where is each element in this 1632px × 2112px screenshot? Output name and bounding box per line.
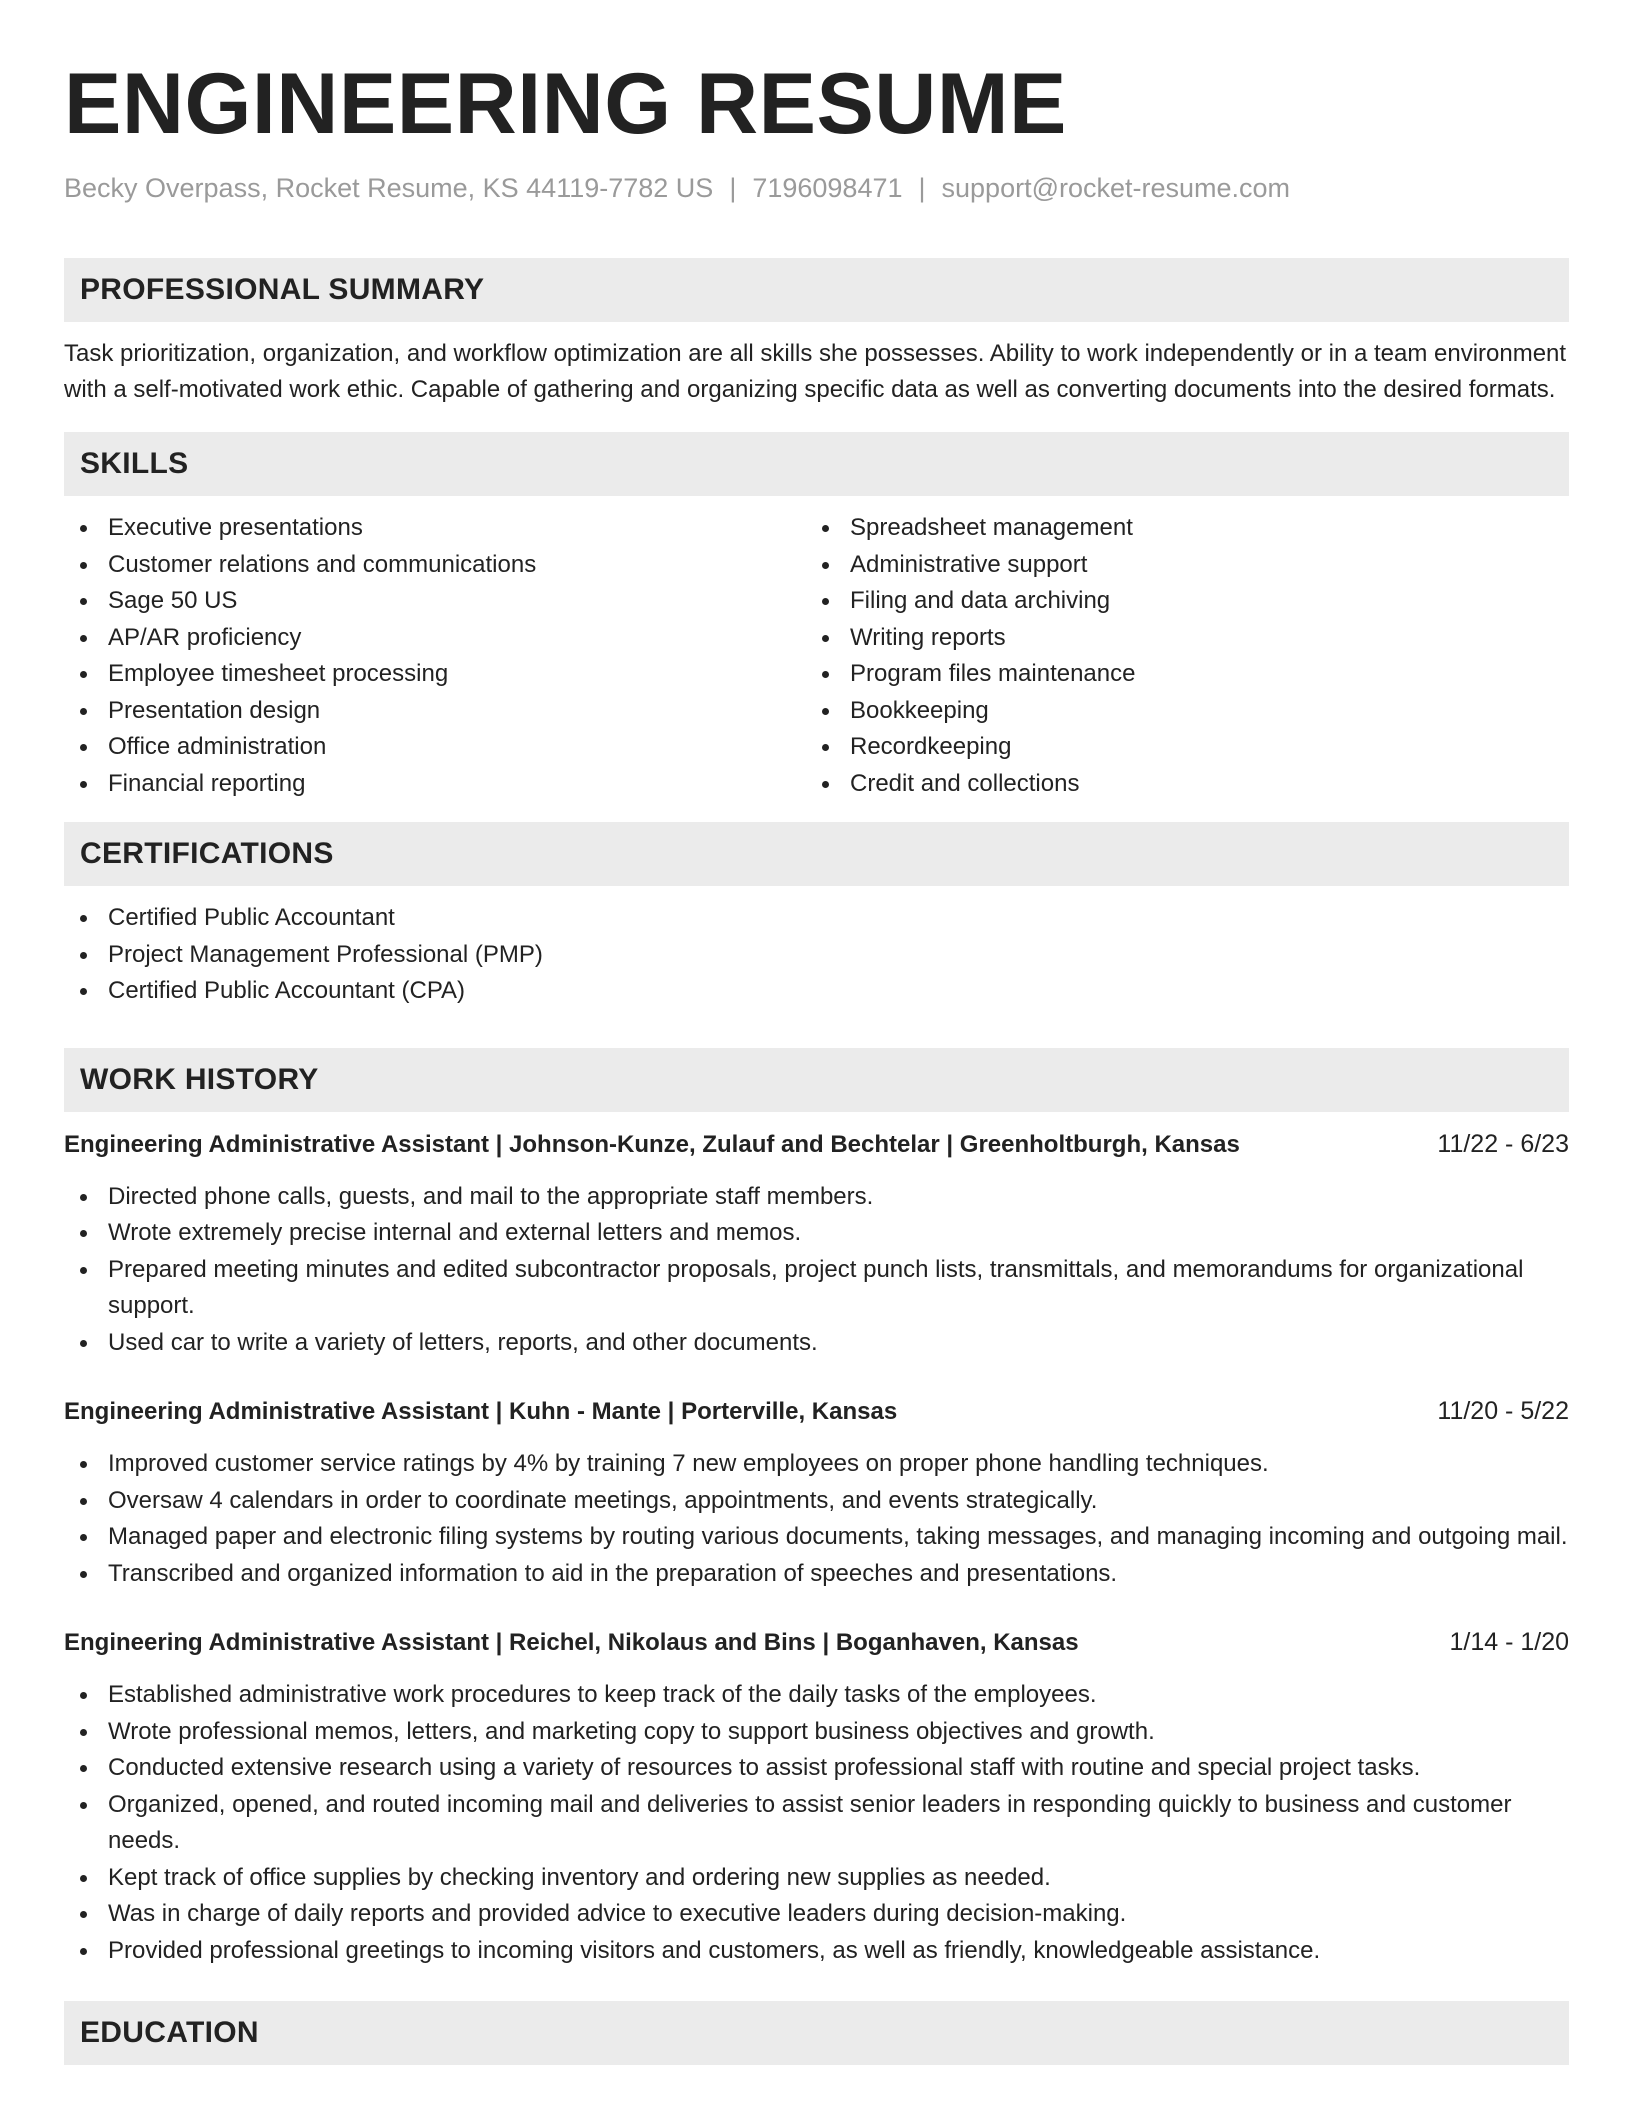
section-header-summary: PROFESSIONAL SUMMARY <box>64 258 1569 322</box>
list-item: Project Management Professional (PMP) <box>64 937 1569 974</box>
job-entry <box>64 1624 1569 1969</box>
list-item: Presentation design <box>64 693 806 730</box>
contact-separator: | <box>918 173 926 203</box>
list-item: Kept track of office supplies by checking inventory and ordering new supplies as needed. <box>64 1860 1569 1897</box>
list-item: AP/AR proficiency <box>64 620 806 657</box>
job-bullets <box>64 1677 1569 1969</box>
job-title: Engineering Administrative Assistant | Kuhn - Mante | Porterville, Kansas <box>64 1398 898 1425</box>
resume-title: ENGINEERING RESUME <box>64 56 1067 152</box>
list-item: Office administration <box>64 729 806 766</box>
contact-line <box>64 170 1569 206</box>
list-item: Bookkeeping <box>806 693 1548 730</box>
contact-address: Becky Overpass, Rocket Resume, KS 44119-7782 US <box>64 173 714 203</box>
list-item: Certified Public Accountant <box>64 900 1569 937</box>
list-item: Directed phone calls, guests, and mail to the appropriate staff members. <box>64 1179 1569 1216</box>
job-header <box>64 1126 1569 1163</box>
list-item: Administrative support <box>806 547 1548 584</box>
list-item: Wrote extremely precise internal and external letters and memos. <box>64 1215 1569 1252</box>
job-bullets <box>64 1179 1569 1362</box>
list-item: Spreadsheet management <box>806 510 1548 547</box>
list-item: Was in charge of daily reports and provided advice to executive leaders during decision-making. <box>64 1896 1569 1933</box>
list-item: Managed paper and electronic filing systems by routing various documents, taking messages, and managing incoming and outgoing mail. <box>64 1519 1569 1556</box>
section-header-skills: SKILLS <box>64 432 1569 496</box>
list-item: Executive presentations <box>64 510 806 547</box>
contact-email: support@rocket-resume.com <box>941 173 1291 203</box>
contact-separator: | <box>729 173 737 203</box>
contact-phone: 7196098471 <box>752 173 903 203</box>
list-item: Filing and data archiving <box>806 583 1548 620</box>
list-item: Customer relations and communications <box>64 547 806 584</box>
list-item: Recordkeeping <box>806 729 1548 766</box>
job-entry <box>64 1126 1569 1362</box>
list-item: Wrote professional memos, letters, and marketing copy to support business objectives and growth. <box>64 1714 1569 1751</box>
section-header-certifications: CERTIFICATIONS <box>64 822 1569 886</box>
list-item: Organized, opened, and routed incoming mail and deliveries to assist senior leaders in responding quickly to business and customer needs. <box>64 1787 1569 1860</box>
job-title: Engineering Administrative Assistant | Johnson-Kunze, Zulauf and Bechtelar | Greenholtburgh, Kansas <box>64 1130 1240 1158</box>
job-title: Engineering Administrative Assistant | Reichel, Nikolaus and Bins | Boganhaven, Kansas <box>64 1629 1079 1656</box>
job-entry <box>64 1393 1569 1592</box>
list-item: Employee timesheet processing <box>64 656 806 693</box>
list-item: Program files maintenance <box>806 656 1548 693</box>
skills-list-right <box>806 510 1548 802</box>
job-dates: 11/22 - 6/23 <box>1437 1129 1569 1158</box>
list-item: Prepared meeting minutes and edited subcontractor proposals, project punch lists, transmittals, and memorandums for organizational support. <box>64 1252 1569 1325</box>
job-dates: 11/20 - 5/22 <box>1437 1397 1569 1425</box>
list-item: Oversaw 4 calendars in order to coordinate meetings, appointments, and events strategically. <box>64 1483 1569 1520</box>
resume-page <box>64 0 1569 2065</box>
list-item: Credit and collections <box>806 766 1548 803</box>
certifications-list <box>64 900 1569 1010</box>
skills-list-left <box>64 510 806 802</box>
list-item: Writing reports <box>806 620 1548 657</box>
job-dates: 1/14 - 1/20 <box>1449 1628 1569 1656</box>
list-item: Provided professional greetings to incoming visitors and customers, as well as friendly, knowledgeable assistance. <box>64 1933 1569 1970</box>
section-header-education: EDUCATION <box>64 2001 1569 2065</box>
list-item: Used car to write a variety of letters, reports, and other documents. <box>64 1325 1569 1362</box>
list-item: Established administrative work procedures to keep track of the daily tasks of the employees. <box>64 1677 1569 1714</box>
list-item: Improved customer service ratings by 4% by training 7 new employees on proper phone handling techniques. <box>64 1446 1569 1483</box>
list-item: Certified Public Accountant (CPA) <box>64 973 1569 1010</box>
job-header <box>64 1624 1569 1661</box>
list-item: Transcribed and organized information to aid in the preparation of speeches and presentations. <box>64 1556 1569 1593</box>
skills-columns <box>64 510 1569 802</box>
list-item: Sage 50 US <box>64 583 806 620</box>
job-header <box>64 1393 1569 1430</box>
summary-text: Task prioritization, organization, and workflow optimization are all skills she possesses. Ability to work independently or in a team environment with a self-motivated work ethic. Capable of gathering and organizing specific data as well as converting documents into the desired formats. <box>64 340 1567 403</box>
section-header-work-history: WORK HISTORY <box>64 1048 1569 1112</box>
list-item: Financial reporting <box>64 766 806 803</box>
job-bullets <box>64 1446 1569 1592</box>
list-item: Conducted extensive research using a variety of resources to assist professional staff with routine and special project tasks. <box>64 1750 1569 1787</box>
